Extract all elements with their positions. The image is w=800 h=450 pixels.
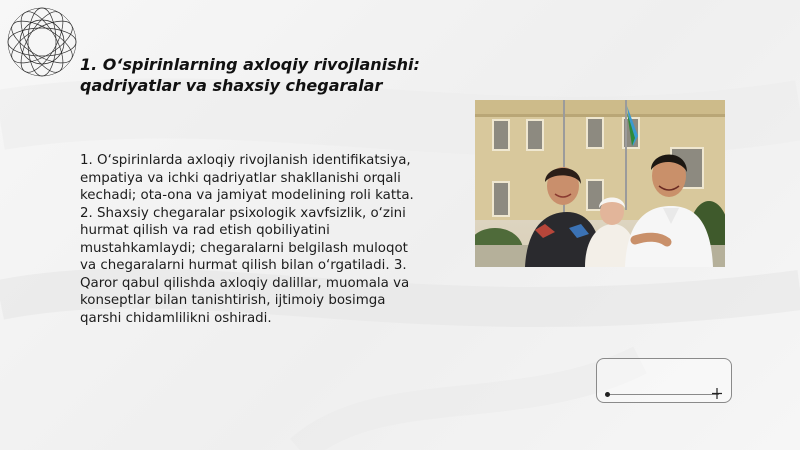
slide-title: 1. O‘spirinlarning axloqiy rivojlanishi: qadriyatlar va shaxsiy chegaralar <box>80 55 420 95</box>
slide-body-text: 1. O‘spirinlarda axloqiy rivojlanish identifikatsiya, empatiya va ichki qadriyatlar shakllanishi orqali kechadi; ota-ona va jamiyat modelining roli katta. 2. Shaxsiy chegaralar psixologik xavfsizlik, o‘zini hurmat qilish va rad etish qobiliyatini mustahkamlaydi; chegaralarni belgilash muloqot va chegaralarni hurmat qilish bilan o‘rgatiladi. 3. Qaror qabul qilishda axloqiy dalillar, muomala va konseptlar bilan tanishtirish, ijtimoiy bosimga qarshi chidamlilikni oshiradi. <box>80 153 414 326</box>
plus-icon[interactable] <box>712 388 722 399</box>
seek-position-icon[interactable] <box>605 392 610 397</box>
family-photo <box>475 100 725 267</box>
media-player-control[interactable] <box>596 358 732 403</box>
circular-line-ornament-icon <box>4 4 80 80</box>
seek-bar[interactable] <box>607 394 719 395</box>
